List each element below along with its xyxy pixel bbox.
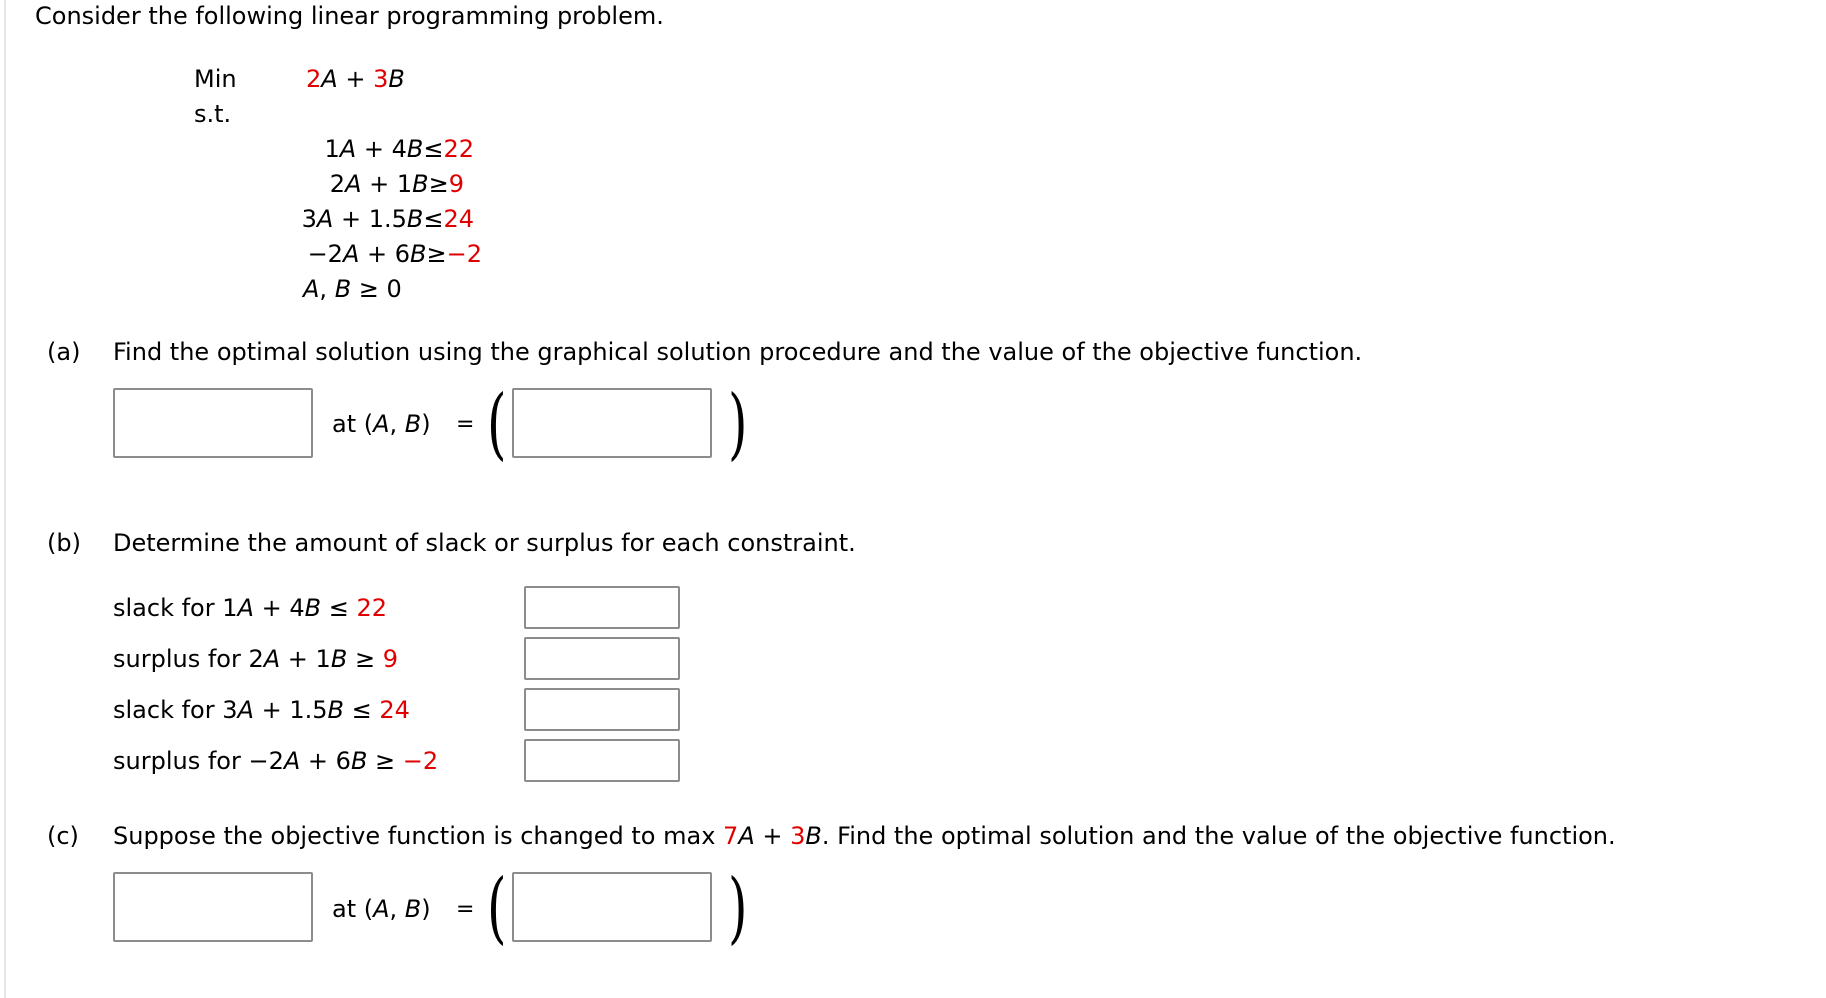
part-b-letter: (b) (47, 529, 81, 557)
part-a-objective-value-input[interactable] (113, 388, 313, 458)
part-b-row-2-label: surplus for 2A + 1B ≥ 9 (113, 645, 398, 673)
constraint-3: 3A + 1.5B≤24 (301, 205, 474, 233)
part-a-right-paren: ) (728, 378, 748, 469)
nonnegativity-constraint: A, B ≥ 0 (303, 275, 402, 303)
part-b-slack-1-input[interactable] (524, 586, 680, 629)
part-c-at-label: at (A, B) (332, 895, 431, 923)
part-c-objective-value-input[interactable] (113, 872, 313, 942)
problem-intro: Consider the following linear programming problem. (35, 2, 664, 30)
part-b-slack-3-input[interactable] (524, 688, 680, 731)
part-a-solution-input[interactable] (512, 388, 712, 458)
constraint-4: −2A + 6B≥−2 (307, 240, 482, 268)
part-b-question: Determine the amount of slack or surplus for each constraint. (113, 529, 856, 557)
part-a-letter: (a) (47, 338, 81, 366)
part-a-equals-sign: = (456, 412, 475, 437)
objective-expression: 2A + 3B (306, 65, 405, 93)
part-b-surplus-2-input[interactable] (524, 637, 680, 680)
part-a-at-label: at (A, B) (332, 410, 431, 438)
part-b-row-4-label: surplus for −2A + 6B ≥ −2 (113, 747, 439, 775)
part-b-surplus-4-input[interactable] (524, 739, 680, 782)
constraint-1: 1A + 4B≤22 (324, 135, 474, 163)
part-b-row-1-label: slack for 1A + 4B ≤ 22 (113, 594, 388, 622)
part-a-question: Find the optimal solution using the graphical solution procedure and the value of the objective function. (113, 338, 1363, 366)
objective-label: Min (194, 65, 237, 93)
part-c-left-paren: ( (487, 862, 507, 953)
part-a-left-paren: ( (487, 378, 507, 469)
part-c-equals-sign: = (456, 897, 475, 922)
left-border (4, 0, 6, 998)
part-c-right-paren: ) (728, 862, 748, 953)
subject-to-label: s.t. (194, 100, 232, 128)
constraint-2: 2A + 1B≥9 (329, 170, 464, 198)
part-b-row-3-label: slack for 3A + 1.5B ≤ 24 (113, 696, 410, 724)
part-c-letter: (c) (47, 822, 79, 850)
part-c-question: Suppose the objective function is changed to max 7A + 3B. Find the optimal solution and the value of the objective function. (113, 822, 1616, 850)
part-c-solution-input[interactable] (512, 872, 712, 942)
